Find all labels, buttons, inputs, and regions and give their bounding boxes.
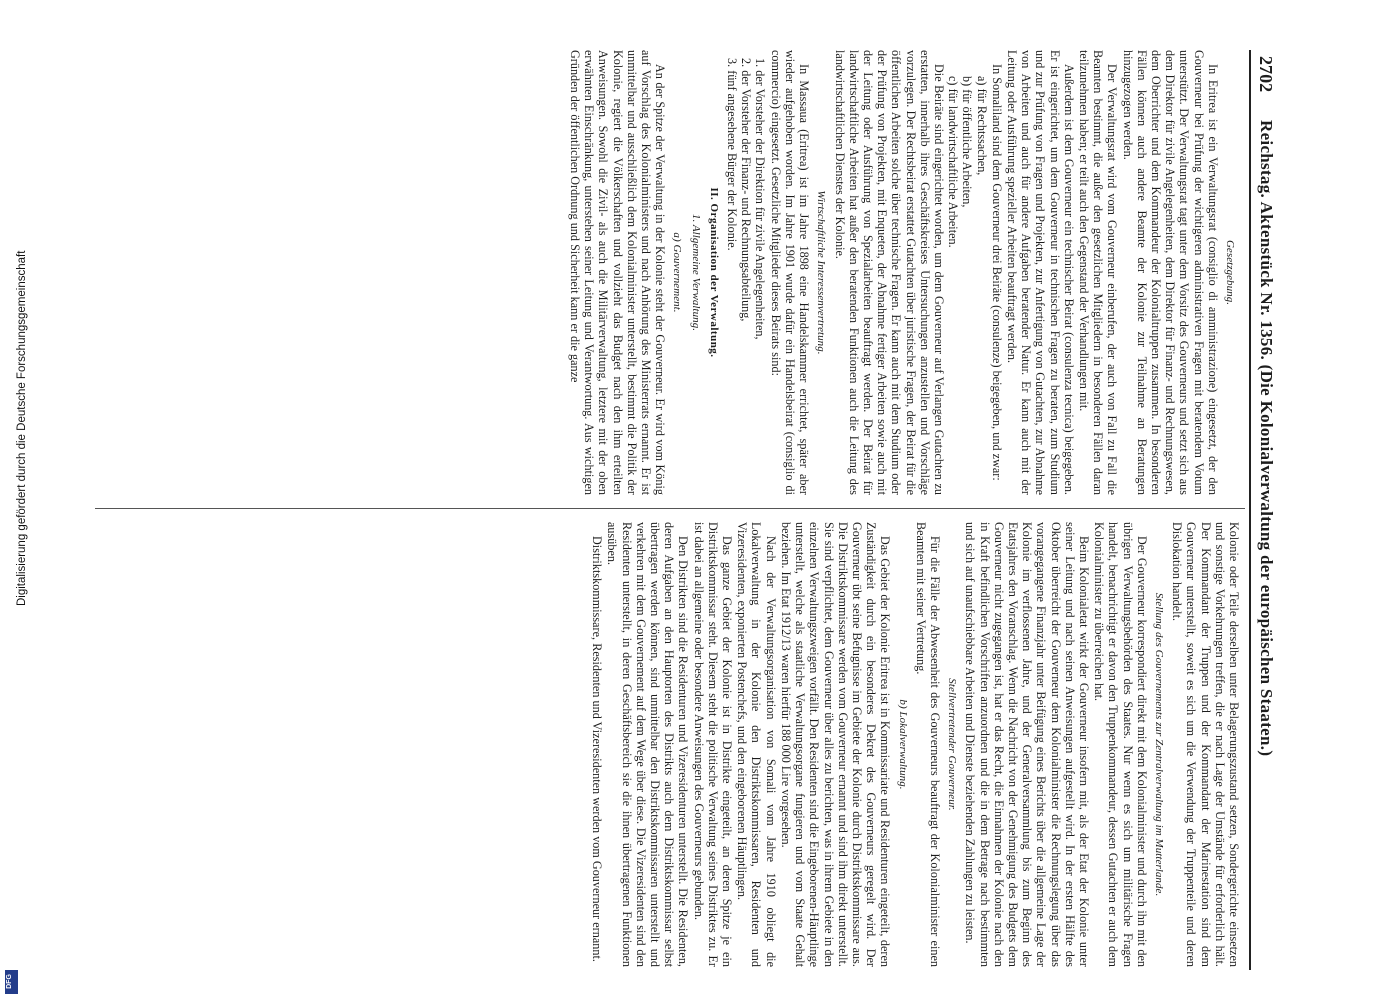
page-title: Reichstag. Aktenstück Nr. 1356. (Die Kolonialverwaltung der europäischen Staaten.): [1257, 120, 1276, 757]
list-item: c) für landwirtschaftliche Arbeiten.: [946, 76, 961, 248]
paragraph: Das ganze Gebiet der Kolonie ist in Distrikte eingeteilt, an deren Spitze je ein Distriktskommissar steht. Diesem steht die politische Verwaltung seines Distriktes zu. Er ist dabei an allgemeine oder besondere Anweisungen des Gouverneurs gebunden.: [691, 522, 735, 967]
rotated-document-page: [85, 50, 1275, 970]
paragraph: Distriktskommissare, Residenten und Vizeresidenten werden vom Gouverneur ernannt.: [590, 536, 605, 962]
subsection-heading: a) Gouvernement.: [671, 232, 684, 313]
paragraph: In Massaua (Eritrea) ist im Jahre 1898 eine Handelskammer errichtet, später aber wieder aufgehoben worden. Im Jahre 1901 wurde dafür ein Handelsbeirat (consiglio di commercio) eingesetzt. Gesetzliche Mitglieder dieses Beirats sind:: [768, 50, 812, 495]
section-heading: Gesetzgebung.: [1224, 239, 1236, 306]
paragraph: Der Gouverneur korrespondiert direkt mit dem Kolonialminister und durch ihn mit den übrigen Verwaltungsbehörden des Staates. Nur wenn es sich um militärische Fragen handelt, benachrichtigt er davon den Truppenkommandeur, dessen Gutachten er auch dem Kolonialminister zu überreichen hat.: [1092, 522, 1149, 967]
paragraph: Das Gebiet der Kolonie Eritrea ist in Kommissariate und Residenturen eingeteilt, deren Zuständigkeit durch ein besonderes Dekret des Gouverneurs geregelt wird. Der Gouverneur übt seine Befugnisse im Gebiete der Kolonie durch Distriktskommissare aus. Die Distriktskommissare werden vom Gouverneur ernannt und sind ihm direkt unterstellt. Sie sind verpflichtet, dem Gouverneur über alles zu berichten, was in ihrem Gebiete in den einzelnen Verwaltungszweigen vorfällt. Den Residenten sind die Eingeborenen-Häuptlinge unterstellt, welche als staatliche Verwaltungsorgane fungieren und vom Staate Gehalt beziehen. Im Etat 1912/13 waren hierfür 188 000 Lire vorgesehen.: [778, 522, 893, 967]
paragraph: Der Verwaltungsrat wird vom Gouverneur einberufen, der auch von Fall zu Fall die Beamten bestimmt, die außer den gesetzlichen Mitgliedern in besonderen Fällen daran teilzunehmen haben; er teilt auch den Gegenstand der Verhandlungen mit.: [1076, 50, 1120, 495]
paragraph: An der Spitze der Verwaltung in der Kolonie steht der Gouverneur. Er wird vom König auf Vorschlag des Kolonialministers und nach Anhörung des Ministerrats ernannt. Er ist unmittelbar und ausschließlich dem Kolonialminister unterstellt, bestimmt die Politik der Kolonie, regiert die Völkerschaften und vollzieht das Budget nach den ihm erteilten Anweisungen. Sowohl die Zivil- als auch die Militärverwaltung, letztere mit der oben erwähnten Einschränkung, unterstehen seiner Leitung und Verantwortung. Aus wichtigen Gründen der öffentlichen Ordnung und Sicherheit kann er die ganze: [568, 50, 668, 495]
section-heading: Stellvertretender Gouverneur.: [946, 678, 959, 811]
header-rule: [1249, 50, 1251, 970]
subsection-heading: b) Lokalverwaltung.: [896, 699, 909, 790]
left-column: [91, 50, 1241, 495]
page-header: [1249, 50, 1275, 970]
paragraph: Außerdem ist dem Gouverneur ein technischer Beirat (consulenza tecnica) beigegeben. Er ist eingerichtet, um dem Gouverneur in technischen Fragen zu beraten, zum Studium und zur Prüfung von Fragen und Projekten, zur Anfertigung von Gutachten, zur Abnahme von Arbeiten und auch für andere Aufgaben beratender Natur. Er kann auch mit der Leitung oder Ausführung spezieller Arbeiten beauftragt werden.: [1004, 50, 1076, 495]
section-heading: Wirtschaftliche Interessenvertretung.: [815, 190, 828, 355]
column-divider: [95, 508, 1245, 509]
section-heading: II. Organisation der Verwaltung.: [707, 187, 720, 358]
paragraph: In Somaliland sind dem Gouverneur drei Beiräte (consulenze) beigegeben, und zwar:: [989, 64, 1004, 481]
page-number: 2702: [1256, 56, 1276, 93]
paragraph: Kolonie oder Teile derselben unter Belagerungszustand setzen, Sondergerichte einsetzen und sonstige Vorkehrungen treffen, die er nach Lage der Umstände für erforderlich hält. Der Kommandant der Truppen und der Kommandant der Marinestation sind dem Gouverneur unterstellt, soweit es sich um die Verwendung der Truppenteile und deren Dislokation handelt.: [1170, 522, 1241, 967]
paragraph: In Eritrea ist ein Verwaltungsrat (consiglio di amministrazione) eingesetzt, der den Gouverneur bei Prüfung der wichtigeren administrativen Fragen mit beratendem Votum unterstützt. Der Verwaltungsrat tagt unter dem Vorsitz des Gouverneurs und setzt sich aus dem Direktor für zivile Angelegenheiten, dem Direktor für Finanz- und Rechnungswesen, dem Oberrichter und dem Kommandeur der Kolonialtruppen zusammen. In besonderen Fällen können auch andere Beamte der Kolonie zur Teilnahme an Beratungen hinzugezogen werden.: [1120, 50, 1220, 495]
right-column: [91, 522, 1241, 967]
credit-text: Digitalisierung gefördert durch die Deutsche Forschungsgemeinschaft: [16, 250, 28, 606]
subsection-heading: 1. Allgemeine Verwaltung.: [689, 213, 702, 332]
paragraph: Den Distrikten sind die Residenturen und Vizeresidenturen unterstellt. Die Residenten, deren Aufgaben an den Hauptorten des Distrikts auch dem Distriktskommissar selbst übertragen werden können, sind unmittelbar den Distriktskommissaren unterstellt und verkehren mit dem Gouvernement auf dem Wege über diese. Die Vizeresidenten sind den Residenten unterstellt, in deren Geschäftsbereich sie die ihnen übertragenen Funktionen ausüben.: [605, 522, 691, 967]
paragraph: Für die Fälle der Abwesenheit des Gouverneurs beauftragt der Kolonialminister einen Beamten mit seiner Vertretung.: [913, 522, 942, 967]
list-item: b) für öffentliche Arbeiten,: [960, 76, 975, 208]
paragraph: Nach der Verwaltungsorganisation von Somali vom Jahre 1910 obliegt die Lokalverwaltung in der Kolonie den Distriktskommissaren, Residenten und Vizeresidenten, exponierten Postenchefs, und den eingeborenen Häuptlingen.: [735, 522, 778, 967]
section-heading: Stellung des Gouvernements zur Zentralverwaltung im Mutterlande.: [1152, 592, 1165, 897]
list-item: a) für Rechtssachen,: [974, 76, 989, 176]
paragraph: Die Beiräte sind eingerichtet worden, um dem Gouverneur auf Verlangen Gutachten zu erstatten, innerhalb ihres Geschäftskreises Untersuchungen anzustellen und Vorschläge vorzulegen. Der Rechtsbeirat erstattet Gutachten über juristische Fragen, der Beirat für die öffentlichen Arbeiten solche über technische Fragen. Er kann auch mit dem Studium oder der Prüfung von Projekten, mit Enqueten, der Abnahme fertiger Arbeiten sowie auch mit der Leitung oder Ausführung von Spezialarbeiten beauftragt werden. Der Beirat für landwirtschaftliche Arbeiten hat außer den beratenden Funktionen auch die Leitung des landwirtschaftlichen Dienstes der Kolonie.: [832, 50, 946, 495]
list-item: 3. fünf angesehene Bürger der Kolonie.: [725, 58, 740, 251]
dfg-logo-label: DFG: [5, 974, 13, 989]
digitization-credit: [4, 0, 28, 1000]
list-item: 2. der Vorsteher der Finanz- und Rechnungsabteilung,: [739, 58, 754, 322]
paragraph: Beim Kolonialetat wirkt der Gouverneur insofern mit, als der Etat der Kolonie unter seiner Leitung und nach seinen Anweisungen aufgestellt wird. In der ersten Hälfte des Oktober überreicht der Gouverneur dem Kolonialminister die Rechnungslegung über das vorangegangene Finanzjahr unter Beifügung eines Berichts über die allgemeine Lage der Kolonie im verflossenen Jahre, und der Generalversammlung bis zum Beginn des Etatsjahres den Voranschlag. Wenn die Nachricht von der Genehmigung des Budgets dem Gouverneur nicht zugegangen ist, hat er das Recht, die Einnahmen der Kolonie nach den in Kraft befindlichen Vorschriften anzuordnen und die in dem Betrage nach bestimmten und sich auf unaufschiebbare Arbeiten und Dienste beziehenden Zahlungen zu leisten.: [963, 522, 1091, 967]
list-item: 1. der Vorsteher der Direktion für zivile Angelegenheiten,: [753, 58, 768, 340]
dfg-logo: [5, 970, 18, 994]
